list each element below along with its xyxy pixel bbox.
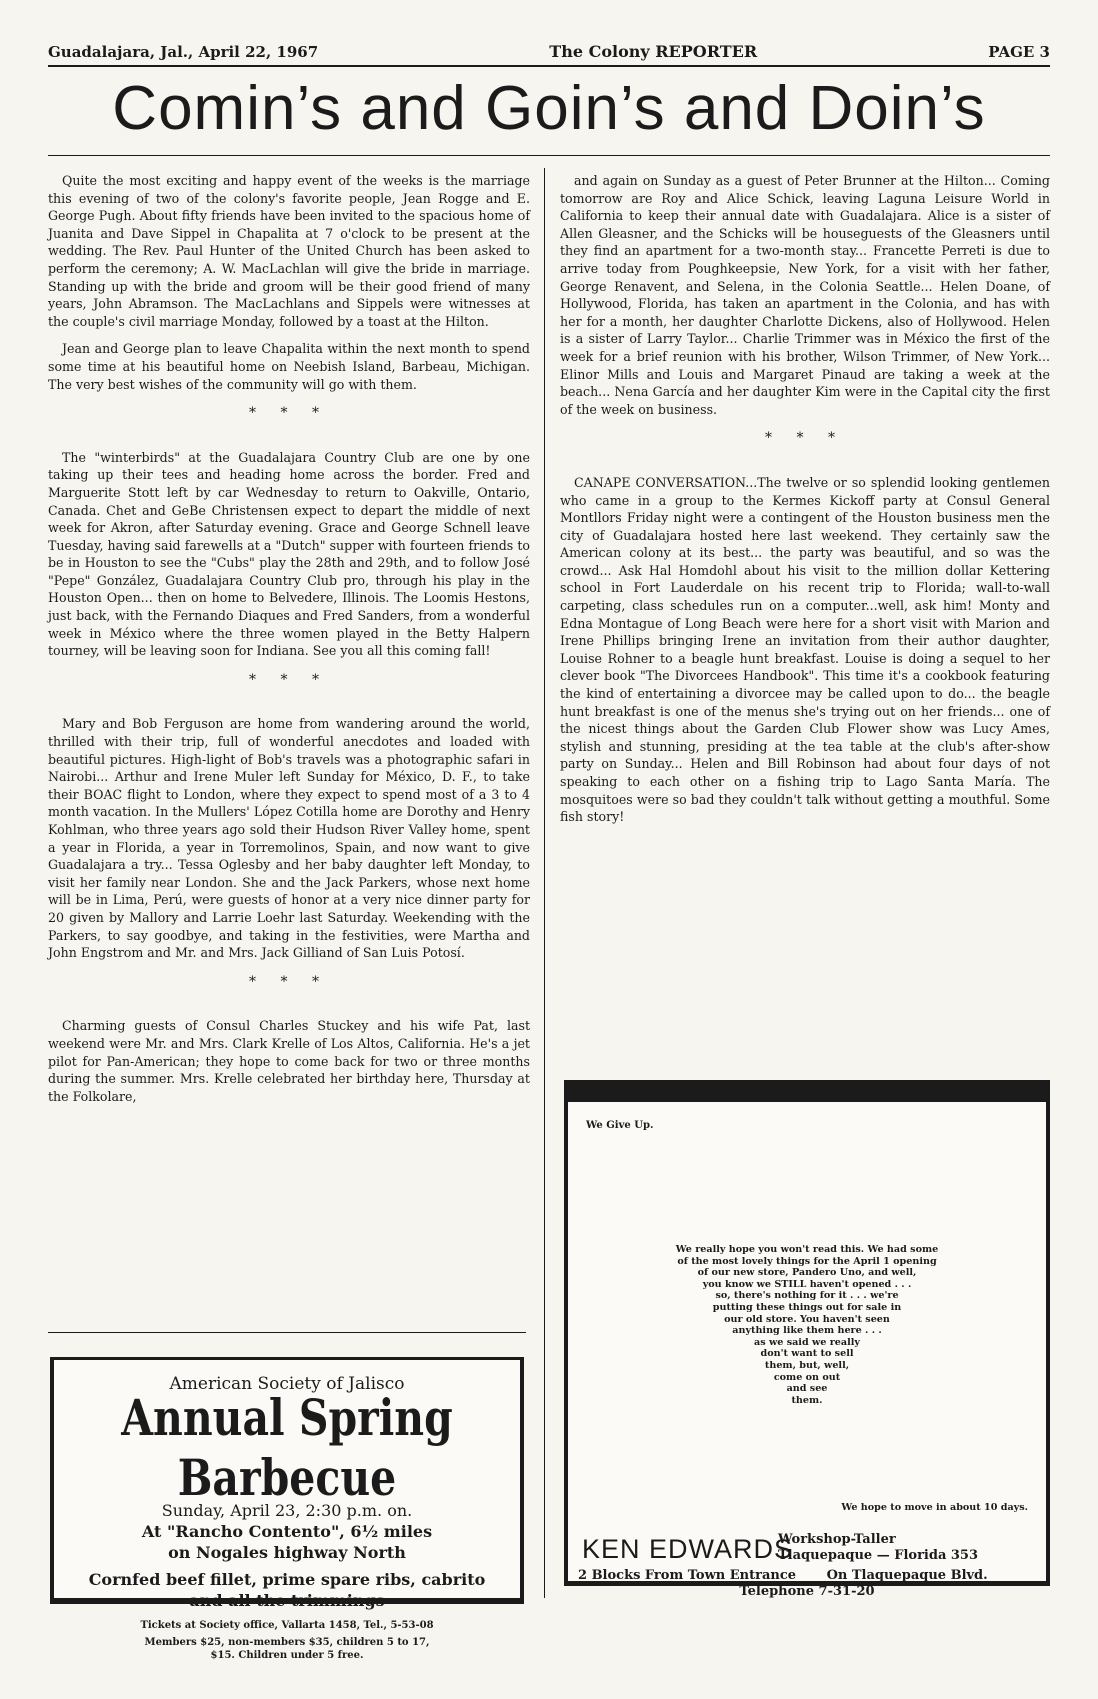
bbq-menu-1: Cornfed beef fillet, prime spare ribs, cabrito	[88, 1570, 486, 1589]
right-column	[560, 172, 1050, 836]
ad-line: our old store. You haven't seen	[724, 1313, 890, 1325]
columns	[48, 160, 1050, 1667]
bbq-place-1: At "Rancho Contento", 6½ miles	[141, 1522, 433, 1541]
ad-address-1	[778, 1532, 978, 1564]
barbecue-advertisement	[50, 1357, 524, 1661]
article-paragraph: Mary and Bob Ferguson are home from wandering around the world, thrilled with their trip, full of wonderful anecdotes and loaded with beautiful pictures. High-light of Bob's travels was a photographic safari in Nairobi... Arthur and Irene Muler left Sunday for México, D. F., to take their BOAC flight to London, where they expect to spend most of a 3 to 4 month vacation. In the Mullers' López Cotilla home are Dorothy and Henry Kohlman, who three years ago sold their Hudson River Valley home, spent a year in Florida, a year in Torremolinos, Spain, and now want to give Guadalajara a try... Tessa Oglesby and her baby daughter left Monday, to visit her family near London. She and the Jack Parkers, whose next home will be in Lima, Perú, were guests of honor at a very nice dinner party for 20 given by Mallory and Larrie Loehr last Saturday. Weekending with the Parkers, to say goodbye, and taking in the festivities, were Martha and John Engstrom and Mr. and Mrs. Jack Gilliand of San Luis Potosí.	[48, 716, 530, 961]
ad-line: putting these things out for sale in	[712, 1301, 902, 1313]
ad-line: don't want to sell	[760, 1348, 854, 1360]
ad-move-note: We hope to move in about 10 days.	[841, 1502, 1028, 1513]
ad-address-line: 2 Blocks From Town Entrance	[578, 1568, 797, 1583]
article-paragraph: The "winterbirds" at the Guadalajara Country Club are one by one taking up their tees and heading home across the border. Fred and Marguerite Stott left by car Wednesday to return to Oakville, Ontario, Canada. Chet and GeBe Christensen expect to depart the middle of next week for Akron, after Saturday evening. Grace and George Schnell leave Tuesday, having said farewells at a "Dutch" supper with fourteen friends to be in Houston to see the "Cubs" play the 28th and 29th, and to follow José "Pepe" González, Guadalajara Country Club pro, through his play in the Houston Open... then on home to Belvedere, Illinois. The Loomis Hestons, just back, with the Fernando Diaques and Fred Sanders, from a wonderful week in México where the three women played in the Betty Halpern tourney, will be leaving soon for Indiana. See you all this coming fall!	[48, 449, 530, 659]
ad-address-line: Workshop-Taller	[778, 1532, 896, 1547]
page-header	[48, 42, 1050, 67]
paper-name: The Colony REPORTER	[549, 42, 758, 61]
article-paragraph: Jean and George plan to leave Chapalita within the next month to spend some time at his beautiful home on Neebish Island, Barbeau, Michigan. The very best wishes of the community will go with them.	[48, 341, 530, 392]
newspaper-page	[48, 42, 1050, 1667]
ad-line: them, but, well,	[764, 1359, 850, 1371]
ad-line: of our new store, Pandero Uno, and well,	[697, 1267, 917, 1279]
left-bottom-rule	[48, 1332, 526, 1333]
ad-line: anything like them here . . .	[732, 1325, 882, 1337]
ken-edwards-advertisement	[564, 1080, 1050, 1599]
ad-body	[608, 1244, 1006, 1406]
ad-address-line: On Tlaquepaque Blvd.	[826, 1568, 988, 1583]
ad-phone: Telephone 7-31-20	[739, 1584, 875, 1599]
bbq-title: Annual Spring Barbecue	[121, 1389, 453, 1507]
article-paragraph: Charming guests of Consul Charles Stuckey and his wife Pat, last weekend were Mr. and Mrs. Clark Krelle of Los Altos, California. He's a jet pilot for Pan-American; they hope to come back for two or three months during the summer. Mrs. Krelle celebrated her birthday here, Thursday at the Folkolare,	[48, 1018, 530, 1104]
ad-line: as we said we really	[754, 1336, 860, 1348]
column-divider	[544, 168, 545, 1598]
article-paragraph: and again on Sunday as a guest of Peter Brunner at the Hilton... Coming tomorrow are Roy and Alice Schick, leaving Laguna Leisure World in California to keep their annual date with Guadalajara. Alice is a sister of Allen Gleasner, and the Schicks will be houseguests of the Gleasners until they find an apartment for a two-month stay... Francette Perreti is due to arrive today from Poughkeepsie, New York, for a visit with her father, George Renavent, and Selena, in the Colonia Seattle... Helen Doane, of Hollywood, Florida, has taken an apartment in the Colonia, and has with her for a month, her daughter Charlotte Dickens, also of Hollywood. Helen is a sister of Larry Taylor... Charlie Trimmer was in México the first of the week for a brief reunion with his brother, Wilson Trimmer, of New York... Elinor Mills and Louis and Margaret Pinaud are taking a week at the beach... Nena García and her daughter Kim were in the Capital city the first of the week on business.	[560, 173, 1050, 417]
column-title: Comin’s and Goin’s and Doin’s	[112, 74, 986, 143]
ad-address-2	[578, 1568, 1036, 1584]
section-separator: * * *	[249, 671, 329, 688]
left-column	[48, 172, 530, 1115]
page-number: PAGE 3	[988, 43, 1050, 61]
bbq-prices: Members $25, non-members $35, children 5 to 17, $15. Children under 5 free.	[144, 1637, 430, 1661]
section-separator: * * *	[249, 405, 329, 422]
section-separator: * * *	[765, 430, 845, 447]
ad-address-line: Tlaquepaque — Florida 353	[778, 1548, 979, 1563]
ad-line: you know we STILL haven't opened . . .	[702, 1278, 912, 1290]
ad-line: We really hope you won't read this. We had some	[675, 1244, 939, 1255]
bbq-date: Sunday, April 23, 2:30 p.m. on.	[161, 1501, 413, 1520]
dateline: Guadalajara, Jal., April 22, 1967	[48, 43, 319, 61]
ad-line: so, there's nothing for it . . . we're	[715, 1290, 899, 1302]
ad-line: and see	[786, 1383, 828, 1395]
ad-headline: We Give Up.	[586, 1120, 654, 1131]
ad-business-name: KEN EDWARDS	[582, 1534, 794, 1564]
ad-line: of the most lovely things for the April 1 opening	[677, 1255, 937, 1267]
article-paragraph: Quite the most exciting and happy event of the weeks is the marriage this evening of two of the colony's favorite people, Jean Rogge and E. George Pugh. About fifty friends have been invited to the spacious home of Juanita and Dave Sippel in Chapalita at 7 o'clock to be present at the wedding. The Rev. Paul Hunter of the United Church has been asked to perform the ceremony; A. W. MacLachlan will give the bride in marriage. Standing up with the bride and groom will be their good friend of many years, John Abramson. The MacLachlans and Sippels were witnesses at the couple's civil marriage Monday, followed by a toast at the Hilton.	[48, 173, 530, 329]
bbq-place-2: on Nogales highway North	[168, 1543, 406, 1562]
ad-line: them.	[791, 1394, 823, 1406]
bbq-menu-2: and all the trimmings	[189, 1591, 385, 1610]
section-separator: * * *	[249, 973, 329, 990]
bbq-tickets: Tickets at Society office, Vallarta 1458, Tel., 5-53-08	[140, 1620, 434, 1631]
article-paragraph: CANAPE CONVERSATION...The twelve or so splendid looking gentlemen who came in a group to the Kermes Kickoff party at Consul General Montllors Friday night were a contingent of the Houston business men the city of Guadalajara hosted here last weekend. They certainly saw the American colony at its best... the party was beautiful, and so was the crowd... Ask Hal Homdohl about his visit to the million dollar Kettering school in Fort Lauderdale on his recent trip to Florida; wall-to-wall carpeting, class schedules run on a computer...well, ask him! Monty and Edna Montague of Long Beach were here for a short visit with Marion and Irene Phillips bringing Irene an invitation from their author daughter, Louise Rohner to a beagle hunt breakfast. Louise is doing a sequel to her clever book "The Divorcees Handbook". This time it's a cookbook featuring the kind of entertaining a divorcee may be called upon to do... the beagle hunt breakfast is one of the menus she's trying out on her friends... one of the nicest things about the Garden Club Flower show was Lucy Ames, stylish and stunning, presiding at the tea table at the club's after-show party on Sunday... Helen and Bill Robinson had about four days of not speaking to each other on a fishing trip to Lago Santa María. The mosquitoes were so bad they couldn't talk without getting a mouthful. Some fish story!	[560, 474, 1050, 825]
title-rule	[48, 155, 1050, 156]
ad-line: come on out	[773, 1371, 841, 1383]
bbq-society: American Society of Jalisco	[169, 1374, 405, 1394]
